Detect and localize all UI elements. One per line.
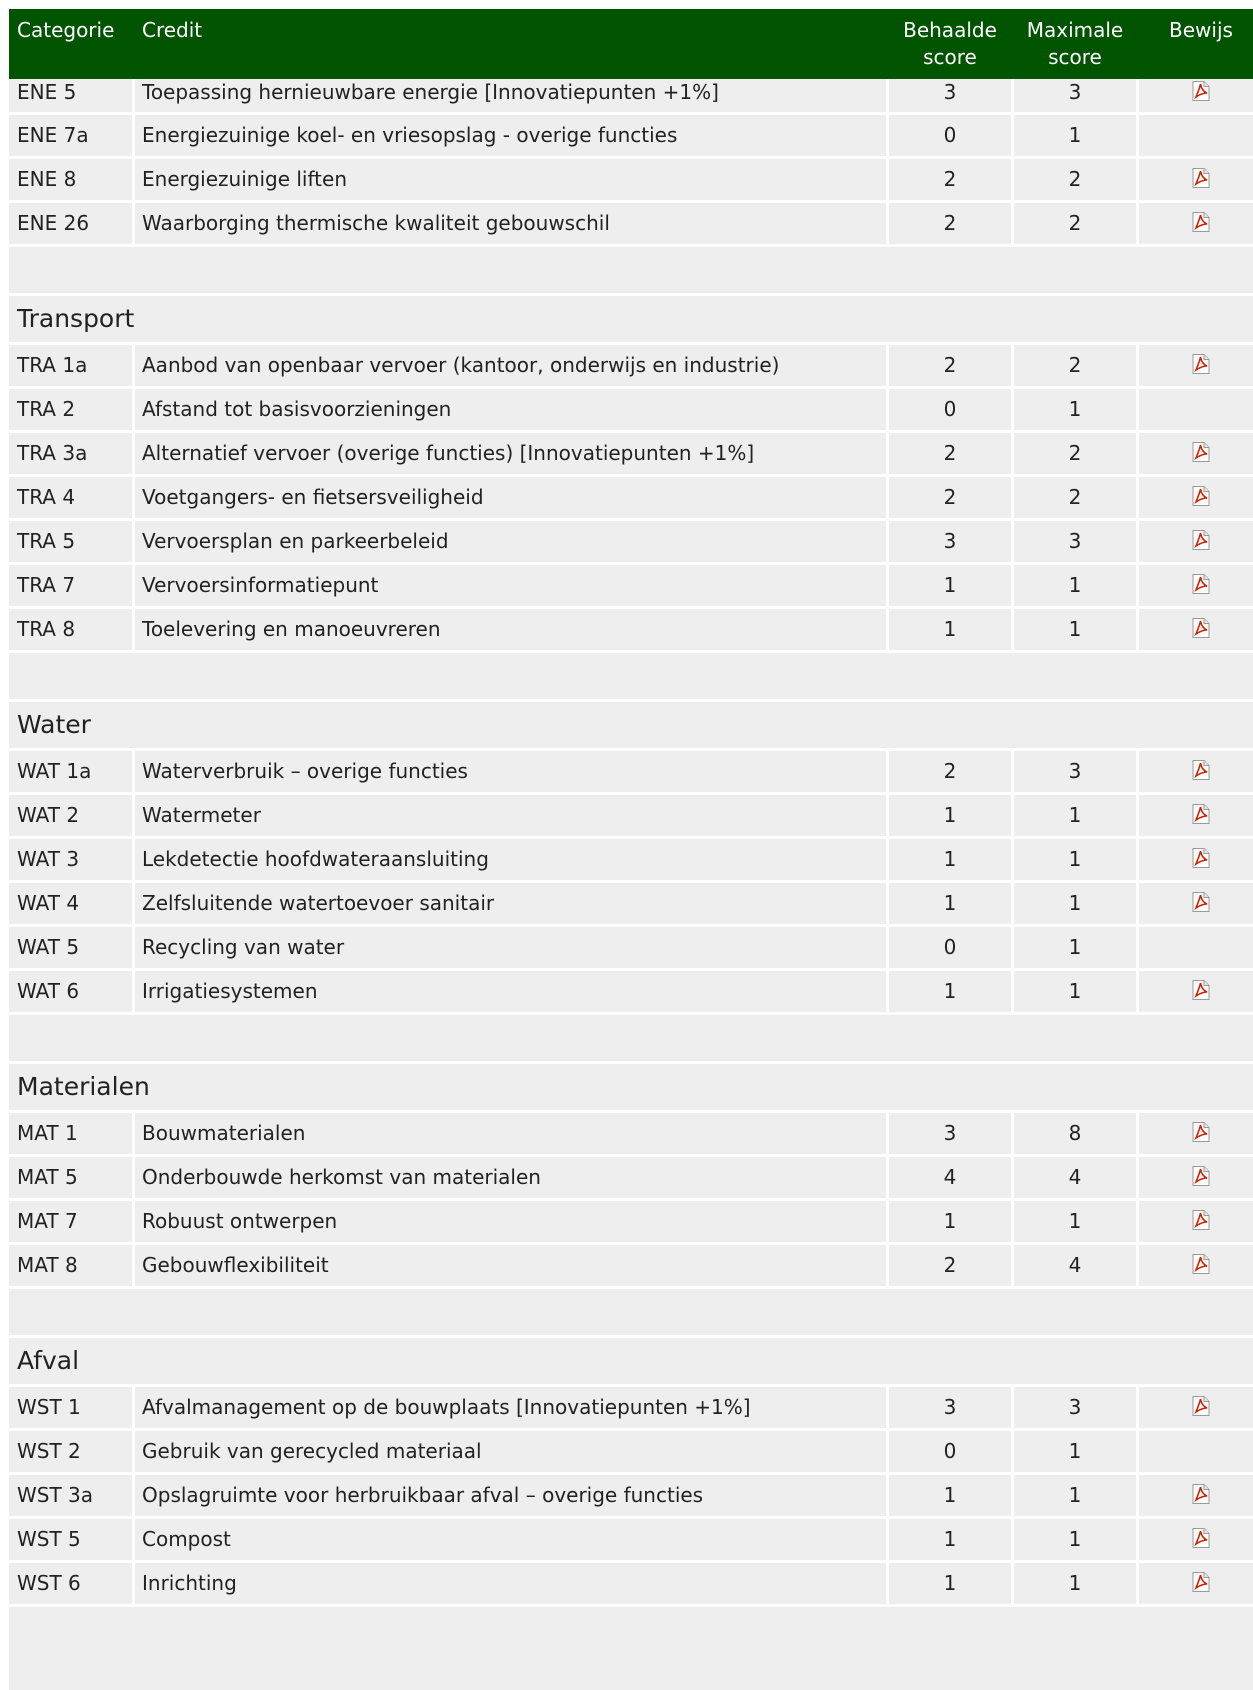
- section-title: Transport: [9, 296, 1253, 342]
- credit-code: MAT 7: [9, 1201, 132, 1242]
- evidence-cell: [1139, 1563, 1253, 1604]
- credit-code: WAT 5: [9, 927, 132, 968]
- achieved-score: 0: [889, 1431, 1011, 1472]
- max-score: 3: [1014, 1387, 1136, 1428]
- credit-name: Voetgangers- en fietsersveiligheid: [135, 477, 886, 518]
- table-row: [9, 1113, 1253, 1157]
- pdf-icon[interactable]: [1192, 1254, 1210, 1274]
- pdf-icon[interactable]: [1192, 354, 1210, 374]
- max-score: 3: [1014, 751, 1136, 792]
- credit-code: WAT 1a: [9, 751, 132, 792]
- evidence-cell: [1139, 159, 1253, 200]
- credit-name: Robuust ontwerpen: [135, 1201, 886, 1242]
- header-max-score: Maximale score: [1026, 18, 1124, 69]
- achieved-score: 1: [889, 971, 1011, 1012]
- credit-name: Vervoersinformatiepunt: [135, 565, 886, 606]
- table-row: [9, 521, 1253, 565]
- spacer-fill: [9, 247, 1253, 293]
- evidence-cell: [1139, 565, 1253, 606]
- evidence-cell: [1139, 927, 1253, 968]
- header-evidence: Bewijs: [1169, 18, 1233, 42]
- pdf-icon[interactable]: [1192, 442, 1210, 462]
- evidence-cell: [1139, 1387, 1253, 1428]
- credit-code: TRA 3a: [9, 433, 132, 474]
- credit-name: Waterverbruik – overige functies: [135, 751, 886, 792]
- max-score: 2: [1014, 203, 1136, 244]
- pdf-icon[interactable]: [1192, 574, 1210, 594]
- credit-name: Recycling van water: [135, 927, 886, 968]
- section-title: Afval: [9, 1338, 1253, 1384]
- table-row: [9, 159, 1253, 203]
- evidence-cell: [1139, 433, 1253, 474]
- achieved-score: 1: [889, 839, 1011, 880]
- evidence-cell: [1139, 1157, 1253, 1198]
- achieved-score: 1: [889, 609, 1011, 650]
- credit-name: Bouwmaterialen: [135, 1113, 886, 1154]
- credit-name: Waarborging thermische kwaliteit gebouwschil: [135, 203, 886, 244]
- pdf-icon[interactable]: [1192, 760, 1210, 780]
- pdf-icon[interactable]: [1192, 486, 1210, 506]
- credit-name: Inrichting: [135, 1563, 886, 1604]
- credit-code: TRA 1a: [9, 345, 132, 386]
- evidence-cell: [1139, 751, 1253, 792]
- achieved-score: 3: [889, 79, 1011, 112]
- credit-name: Onderbouwde herkomst van materialen: [135, 1157, 886, 1198]
- credit-name: Vervoersplan en parkeerbeleid: [135, 521, 886, 562]
- pdf-icon[interactable]: [1192, 530, 1210, 550]
- credit-name: Irrigatiesystemen: [135, 971, 886, 1012]
- max-score: 1: [1014, 115, 1136, 156]
- max-score: 4: [1014, 1245, 1136, 1286]
- header-credit: Credit: [142, 18, 203, 42]
- table-header: [9, 9, 1253, 79]
- evidence-cell: [1139, 1245, 1253, 1286]
- credit-code: TRA 4: [9, 477, 132, 518]
- spacer-row: [9, 1015, 1253, 1064]
- table-row: [9, 79, 1253, 115]
- evidence-cell: [1139, 1113, 1253, 1154]
- table-row: [9, 1201, 1253, 1245]
- credit-code: WAT 6: [9, 971, 132, 1012]
- credit-name: Opslagruimte voor herbruikbaar afval – overige functies: [135, 1475, 886, 1516]
- credit-code: WST 5: [9, 1519, 132, 1560]
- max-score: 1: [1014, 883, 1136, 924]
- evidence-cell: [1139, 609, 1253, 650]
- achieved-score: 2: [889, 1245, 1011, 1286]
- header-achieved-score: Behaalde score: [903, 18, 997, 69]
- pdf-icon[interactable]: [1192, 1122, 1210, 1142]
- section-title: Water: [9, 702, 1253, 748]
- table-row: [9, 433, 1253, 477]
- table-row: [9, 1563, 1253, 1607]
- credit-name: Watermeter: [135, 795, 886, 836]
- credit-name: Afstand tot basisvoorzieningen: [135, 389, 886, 430]
- pdf-icon[interactable]: [1192, 1572, 1210, 1592]
- header-category: Categorie: [17, 18, 115, 42]
- pdf-icon[interactable]: [1192, 168, 1210, 188]
- credit-name: Compost: [135, 1519, 886, 1560]
- pdf-icon[interactable]: [1192, 1528, 1210, 1548]
- spacer-row: [9, 247, 1253, 296]
- max-score: 1: [1014, 389, 1136, 430]
- table-row: [9, 477, 1253, 521]
- table-row: [9, 1519, 1253, 1563]
- spacer-fill: [9, 1607, 1253, 1653]
- achieved-score: 0: [889, 115, 1011, 156]
- achieved-score: 3: [889, 521, 1011, 562]
- achieved-score: 2: [889, 433, 1011, 474]
- pdf-icon[interactable]: [1192, 618, 1210, 638]
- evidence-cell: [1139, 79, 1253, 112]
- section-header: [9, 296, 1253, 345]
- credit-code: WST 2: [9, 1431, 132, 1472]
- credit-name: Lekdetectie hoofdwateraansluiting: [135, 839, 886, 880]
- evidence-cell: [1139, 389, 1253, 430]
- credit-name: Energiezuinige koel- en vriesopslag - overige functies: [135, 115, 886, 156]
- table-row: [9, 883, 1253, 927]
- achieved-score: 1: [889, 1475, 1011, 1516]
- credit-code: MAT 5: [9, 1157, 132, 1198]
- credit-code: ENE 5: [9, 79, 132, 112]
- table-row: [9, 203, 1253, 247]
- max-score: 1: [1014, 1431, 1136, 1472]
- table-row: [9, 839, 1253, 883]
- evidence-cell: [1139, 883, 1253, 924]
- credit-code: WAT 4: [9, 883, 132, 924]
- pdf-icon[interactable]: [1192, 1484, 1210, 1504]
- credit-code: TRA 5: [9, 521, 132, 562]
- credit-name: Gebouwflexibiliteit: [135, 1245, 886, 1286]
- table-row: [9, 971, 1253, 1015]
- table-row: [9, 1245, 1253, 1289]
- max-score: 1: [1014, 927, 1136, 968]
- evidence-cell: [1139, 1201, 1253, 1242]
- credit-code: ENE 26: [9, 203, 132, 244]
- section-header: [9, 702, 1253, 751]
- table-row: [9, 1431, 1253, 1475]
- max-score: 1: [1014, 839, 1136, 880]
- pdf-icon[interactable]: [1192, 980, 1210, 1000]
- table-row: [9, 927, 1253, 971]
- max-score: 4: [1014, 1157, 1136, 1198]
- achieved-score: 4: [889, 1157, 1011, 1198]
- achieved-score: 1: [889, 883, 1011, 924]
- credit-code: ENE 7a: [9, 115, 132, 156]
- evidence-cell: [1139, 1475, 1253, 1516]
- evidence-cell: [1139, 795, 1253, 836]
- spacer-fill: [9, 1015, 1253, 1061]
- credit-name: Aanbod van openbaar vervoer (kantoor, onderwijs en industrie): [135, 345, 886, 386]
- table-footer-row: [9, 1650, 1253, 1690]
- credit-code: WAT 3: [9, 839, 132, 880]
- evidence-cell: [1139, 477, 1253, 518]
- pdf-icon[interactable]: [1192, 848, 1210, 868]
- credit-name: Energiezuinige liften: [135, 159, 886, 200]
- evidence-cell: [1139, 521, 1253, 562]
- spacer-fill: [9, 1289, 1253, 1335]
- credit-name: Gebruik van gerecycled materiaal: [135, 1431, 886, 1472]
- max-score: 3: [1014, 79, 1136, 112]
- pdf-icon[interactable]: [1192, 1210, 1210, 1230]
- evidence-cell: [1139, 839, 1253, 880]
- achieved-score: 1: [889, 565, 1011, 606]
- max-score: 1: [1014, 1201, 1136, 1242]
- credit-code: MAT 8: [9, 1245, 132, 1286]
- credit-code: WST 1: [9, 1387, 132, 1428]
- section-header: [9, 1338, 1253, 1387]
- evidence-cell: [1139, 1431, 1253, 1472]
- credit-name: Alternatief vervoer (overige functies) [Innovatiepunten +1%]: [135, 433, 886, 474]
- max-score: 2: [1014, 159, 1136, 200]
- max-score: 1: [1014, 1475, 1136, 1516]
- achieved-score: 1: [889, 1519, 1011, 1560]
- credit-code: TRA 2: [9, 389, 132, 430]
- table-row: [9, 795, 1253, 839]
- max-score: 8: [1014, 1113, 1136, 1154]
- section-title: Materialen: [9, 1064, 1253, 1110]
- table-row: [9, 751, 1253, 795]
- achieved-score: 0: [889, 389, 1011, 430]
- max-score: 1: [1014, 971, 1136, 1012]
- pdf-icon[interactable]: [1192, 1396, 1210, 1416]
- achieved-score: 2: [889, 159, 1011, 200]
- credit-code: WAT 2: [9, 795, 132, 836]
- credit-name: Toelevering en manoeuvreren: [135, 609, 886, 650]
- max-score: 1: [1014, 1563, 1136, 1604]
- credit-code: ENE 8: [9, 159, 132, 200]
- evidence-cell: [1139, 203, 1253, 244]
- table-row: [9, 345, 1253, 389]
- evidence-cell: [1139, 345, 1253, 386]
- table-row: [9, 1157, 1253, 1201]
- evidence-cell: [1139, 1519, 1253, 1560]
- spacer-fill: [9, 653, 1253, 699]
- table-row: [9, 609, 1253, 653]
- max-score: 1: [1014, 565, 1136, 606]
- pdf-icon[interactable]: [1192, 1166, 1210, 1186]
- max-score: 2: [1014, 345, 1136, 386]
- max-score: 3: [1014, 521, 1136, 562]
- spacer-row: [9, 1607, 1253, 1656]
- achieved-score: 2: [889, 345, 1011, 386]
- achieved-score: 2: [889, 203, 1011, 244]
- credit-code: MAT 1: [9, 1113, 132, 1154]
- evidence-cell: [1139, 115, 1253, 156]
- max-score: 1: [1014, 795, 1136, 836]
- pdf-icon[interactable]: [1192, 892, 1210, 912]
- max-score: 1: [1014, 609, 1136, 650]
- achieved-score: 1: [889, 1201, 1011, 1242]
- table-row: [9, 1387, 1253, 1431]
- score-table: [9, 9, 1253, 1656]
- achieved-score: 3: [889, 1113, 1011, 1154]
- pdf-icon[interactable]: [1192, 212, 1210, 232]
- table-row: [9, 1475, 1253, 1519]
- achieved-score: 2: [889, 751, 1011, 792]
- achieved-score: 1: [889, 795, 1011, 836]
- achieved-score: 1: [889, 1563, 1011, 1604]
- credit-name: Afvalmanagement op de bouwplaats [Innovatiepunten +1%]: [135, 1387, 886, 1428]
- pdf-icon[interactable]: [1192, 81, 1210, 101]
- pdf-icon[interactable]: [1192, 804, 1210, 824]
- spacer-row: [9, 1289, 1253, 1338]
- table-row: [9, 389, 1253, 433]
- credit-code: TRA 7: [9, 565, 132, 606]
- table-row: [9, 565, 1253, 609]
- credit-name: Zelfsluitende watertoevoer sanitair: [135, 883, 886, 924]
- section-header: [9, 1064, 1253, 1113]
- achieved-score: 0: [889, 927, 1011, 968]
- evidence-cell: [1139, 971, 1253, 1012]
- table-body: [9, 79, 1253, 1656]
- achieved-score: 3: [889, 1387, 1011, 1428]
- max-score: 1: [1014, 1519, 1136, 1560]
- credit-code: WST 6: [9, 1563, 132, 1604]
- credit-name: Toepassing hernieuwbare energie [Innovatiepunten +1%]: [135, 79, 886, 112]
- table-row: [9, 115, 1253, 159]
- credit-code: WST 3a: [9, 1475, 132, 1516]
- max-score: 2: [1014, 477, 1136, 518]
- max-score: 2: [1014, 433, 1136, 474]
- spacer-row: [9, 653, 1253, 702]
- achieved-score: 2: [889, 477, 1011, 518]
- credit-code: TRA 8: [9, 609, 132, 650]
